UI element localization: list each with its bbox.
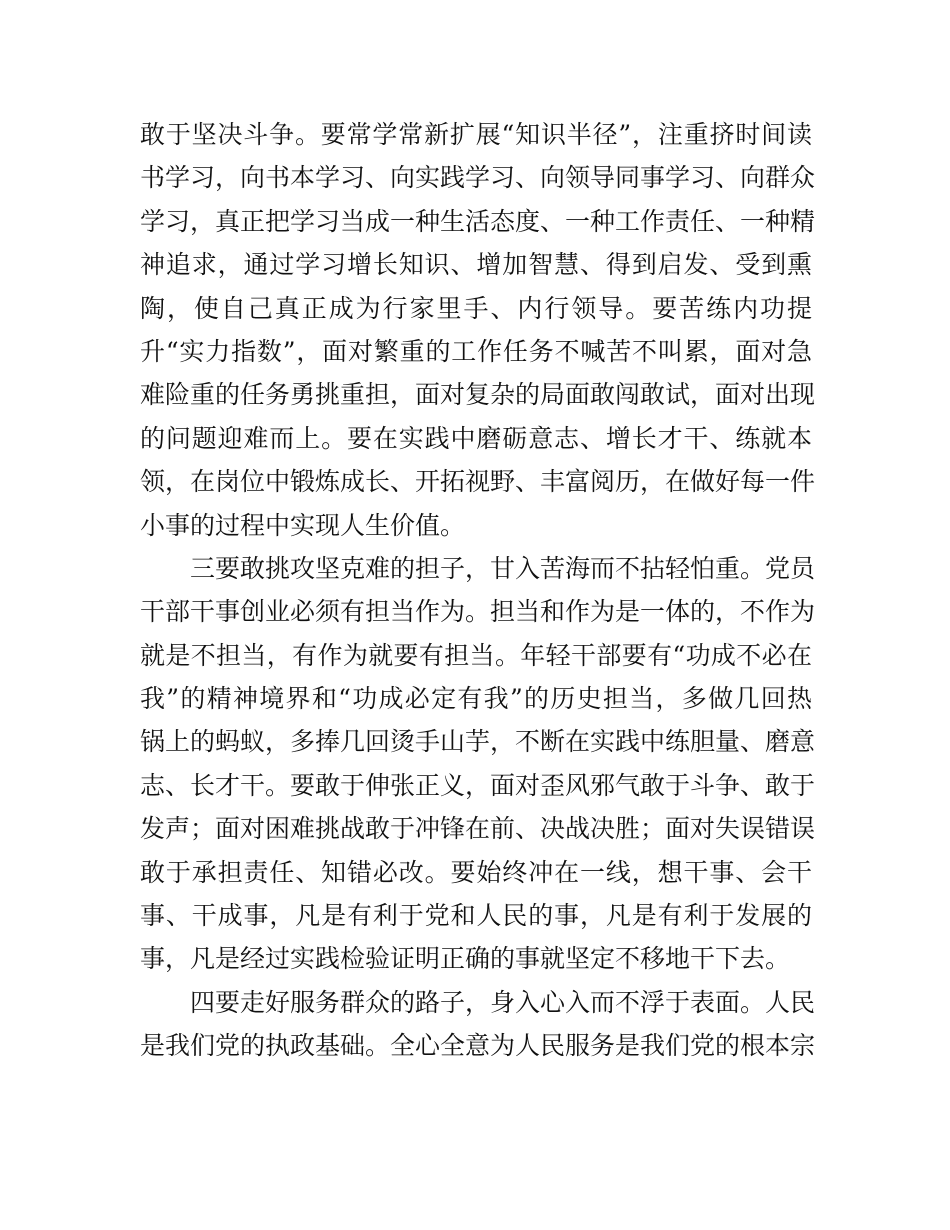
text-line: 领，在岗位中锻炼成长、开拓视野、丰富阅历，在做好每一件: [140, 467, 816, 497]
text-line: 书学习，向书本学习、向实践学习、向领导同事学习、向群众: [140, 163, 816, 193]
body-text: [140, 113, 816, 1068]
text-line: 我”的精神境界和“功成必定有我”的历史担当，多做几回热: [140, 684, 812, 714]
text-line: 神追求，通过学习增长知识、增加智慧、得到启发、受到熏: [140, 250, 812, 280]
text-line: 敢于坚决斗争。要常学常新扩展“知识半径”，注重挤时间读: [140, 120, 812, 149]
text-line: 敢于承担责任、知错必改。要始终冲在一线，想干事、会干: [140, 857, 812, 887]
text-line: 事、干成事，凡是有利于党和人民的事，凡是有利于发展的: [140, 901, 812, 931]
text-line: 学习，真正把学习当成一种生活态度、一种工作责任、一种精: [140, 206, 816, 236]
text-line: 干部干事创业必须有担当作为。担当和作为是一体的，不作为: [140, 597, 816, 627]
paragraph-end-line: 事，凡是经过实践检验证明正确的事就坚定不移地干下去。: [140, 944, 791, 974]
text-line: 升“实力指数”，面对繁重的工作任务不喊苦不叫累，面对急: [140, 336, 812, 366]
text-line: 难险重的任务勇挑重担，面对复杂的局面敢闯敢试，面对出现: [140, 380, 816, 410]
text-line: 陶，使自己真正成为行家里手、内行领导。要苦练内功提: [140, 293, 812, 323]
text-line: 是我们党的执政基础。全心全意为人民服务是我们党的根本宗: [140, 1031, 816, 1061]
text-line: 就是不担当，有作为就要有担当。年轻干部要有“功成不必在: [140, 640, 812, 670]
text-line: 志、长才干。要敢于伸张正义，面对歪风邪气敢于斗争、敢于: [140, 770, 816, 800]
paragraph-first-line: 三要敢挑攻坚克难的担子，甘入苦海而不拈轻怕重。党员: [190, 553, 816, 583]
text-line: 的问题迎难而上。要在实践中磨砺意志、增长才干、练就本: [140, 423, 812, 453]
paragraph-first-line: 四要走好服务群众的路子，身入心入而不浮于表面。人民: [190, 987, 816, 1017]
text-line: 发声；面对困难挑战敢于冲锋在前、决战决胜；面对失误错误: [140, 814, 816, 844]
paragraph-end-line: 小事的过程中实现人生价值。: [140, 510, 466, 540]
text-line: 锅上的蚂蚁，多捧几回烫手山芋，不断在实践中练胆量、磨意: [140, 727, 816, 757]
